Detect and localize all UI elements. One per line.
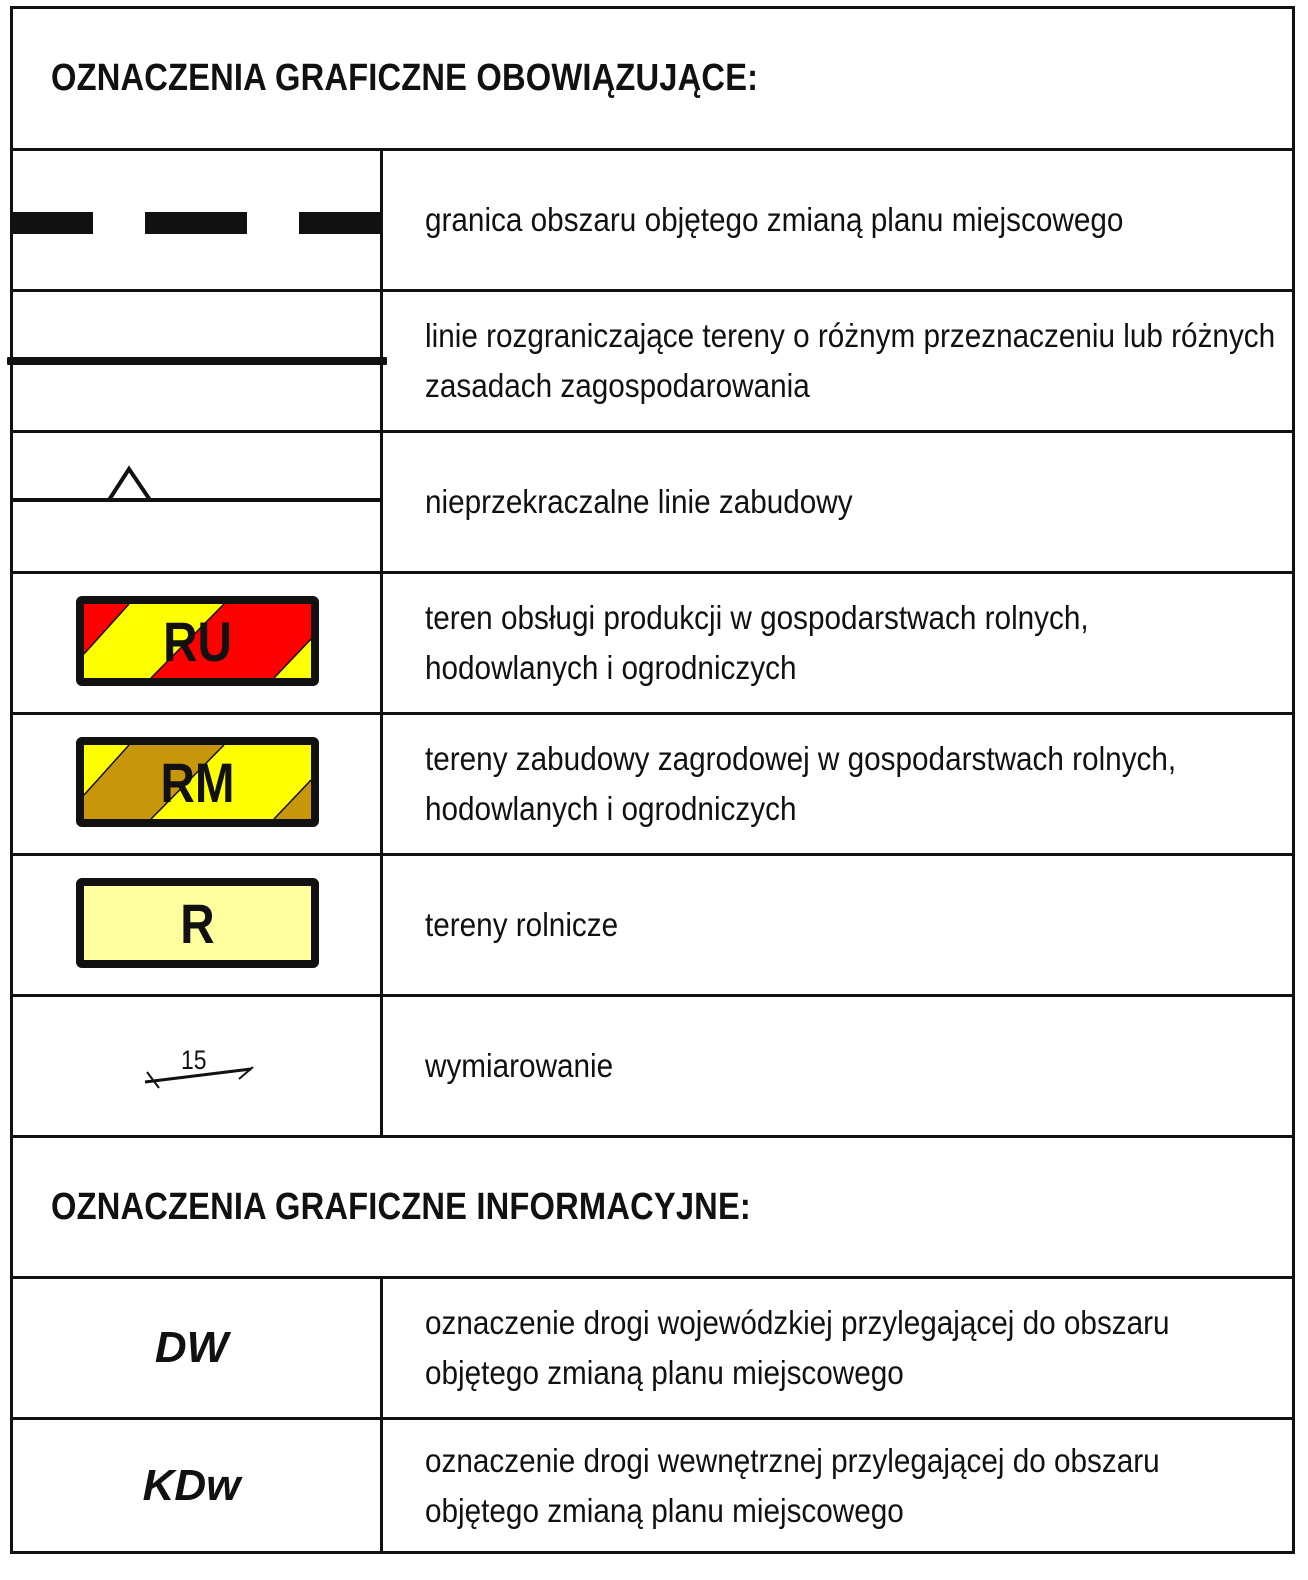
legend-heading-mandatory — [13, 9, 1292, 151]
legend-table — [10, 6, 1295, 1554]
zone-badge-R — [76, 878, 319, 968]
thick-dashed-line-symbol — [13, 151, 380, 289]
description-cell — [383, 1279, 1292, 1417]
plan-boundary-description: granica obszaru objętego zmianą planu miejscowego — [425, 201, 1124, 238]
legend-row-dimension — [13, 997, 1292, 1138]
description-cell — [383, 715, 1292, 853]
solid-line-symbol — [7, 292, 387, 430]
legend-row-KDw — [13, 1420, 1292, 1551]
R-description: tereny rolnicze — [425, 906, 619, 943]
description-cell — [383, 574, 1292, 712]
symbol-cell — [13, 856, 383, 994]
legend-row-RM — [13, 715, 1292, 856]
symbol-cell — [13, 292, 383, 430]
legend-heading-informational — [13, 1138, 1292, 1279]
RM-description-line-1: tereny zabudowy zagrodowej w gospodarstwach rolnych, — [425, 740, 1177, 777]
legend-row-building-line — [13, 433, 1292, 574]
RM-description-line-2: hodowlanych i ogrodniczych — [425, 790, 797, 827]
KDw-description-line-2: objętego zmianą planu miejscowego — [425, 1491, 904, 1529]
description-cell — [383, 433, 1292, 571]
dimension-description: wymiarowanie — [425, 1047, 614, 1084]
DW-description-line-2: objętego zmianą planu miejscowego — [425, 1354, 904, 1391]
road-code-KDw: KDw — [142, 1460, 241, 1510]
description-cell — [383, 997, 1292, 1135]
legend-row-R — [13, 856, 1292, 997]
legend-row-DW — [13, 1279, 1292, 1420]
zone-badge-RU — [76, 596, 319, 686]
triangle-icon — [109, 469, 150, 500]
RU-description-line-2: hodowlanych i ogrodniczych — [425, 649, 797, 686]
building-line-symbol — [13, 433, 380, 571]
symbol-cell — [13, 997, 383, 1135]
symbol-cell — [13, 151, 383, 289]
legend-row-demarcation-lines — [13, 292, 1292, 433]
symbol-cell — [13, 1420, 383, 1551]
KDw-description-line-1: oznaczenie drogi wewnętrznej przylegającej do obszaru — [425, 1441, 1160, 1479]
symbol-cell — [13, 574, 383, 712]
legend-row-RU — [13, 574, 1292, 715]
road-code-DW: DW — [154, 1323, 229, 1372]
RU-description-line-1: teren obsługi produkcji w gospodarstwach rolnych, — [425, 599, 1089, 636]
symbol-cell — [13, 1279, 383, 1417]
description-cell — [383, 1420, 1292, 1551]
symbol-cell — [13, 433, 383, 571]
zone-code-RM: RM — [160, 750, 235, 814]
zone-code-RU: RU — [163, 609, 232, 673]
heading-informational-text: OZNACZENIA GRAFICZNE INFORMACYJNE: — [51, 1185, 751, 1228]
zone-badge-RM — [76, 737, 319, 827]
description-cell — [383, 151, 1292, 289]
demarcation-lines-description: linie rozgraniczające tereny o różnym przeznaczeniu lub różnych zasadach zagospodarowania — [425, 317, 1276, 404]
heading-mandatory-text: OZNACZENIA GRAFICZNE OBOWIĄZUJĄCE: — [51, 57, 759, 99]
building-line-description: nieprzekraczalne linie zabudowy — [425, 483, 853, 520]
zone-code-R: R — [180, 891, 215, 955]
symbol-cell — [13, 715, 383, 853]
description-cell — [383, 292, 1292, 430]
legend-row-plan-boundary — [13, 151, 1292, 292]
DW-description-line-1: oznaczenie drogi wojewódzkiej przylegającej do obszaru — [425, 1304, 1170, 1341]
description-cell — [383, 856, 1292, 994]
dimension-value: 15 — [181, 1045, 207, 1075]
